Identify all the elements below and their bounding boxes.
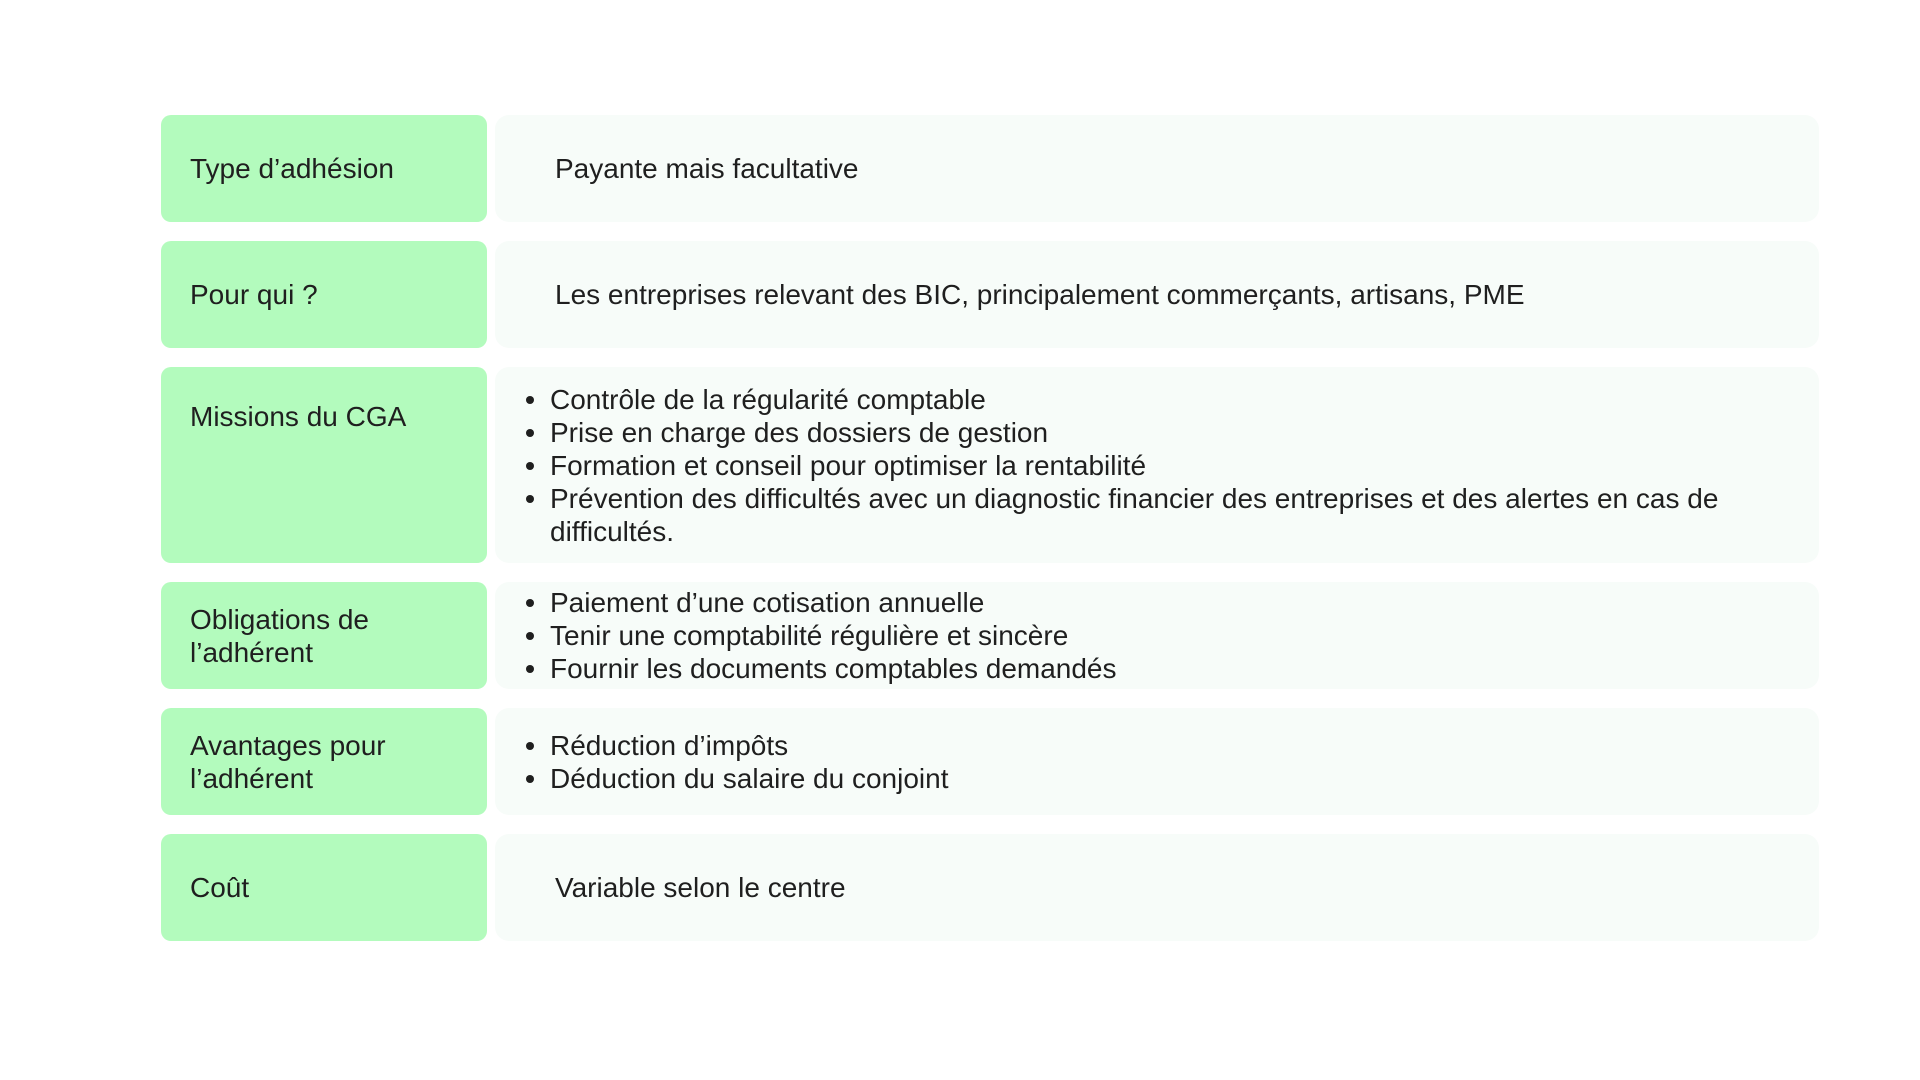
info-table — [161, 115, 1819, 960]
row-label: Obligations de l’adhérent — [161, 582, 487, 689]
row-label: Type d’adhésion — [161, 115, 487, 222]
row-pour-qui — [161, 241, 1819, 348]
list-item-text: Formation et conseil pour optimiser la rentabilité — [550, 449, 1147, 481]
row-value: Les entreprises relevant des BIC, principalement commerçants, artisans, PME — [495, 241, 1819, 348]
list-item-text: Fournir les documents comptables demandés — [550, 653, 1117, 684]
bullet-icon — [526, 429, 534, 437]
list-item-text: Réduction d’impôts — [550, 729, 789, 761]
list-item-text: Tenir une comptabilité régulière et sincère — [550, 620, 1069, 651]
row-missions — [161, 367, 1819, 563]
list-item-text: Prise en charge des dossiers de gestion — [550, 416, 1049, 448]
list-item — [550, 416, 1779, 449]
row-label: Coût — [161, 834, 487, 941]
bullet-icon — [526, 462, 534, 470]
list-item — [550, 762, 948, 795]
row-type-adhesion — [161, 115, 1819, 222]
row-value-list — [495, 708, 1819, 815]
bullet-icon — [526, 396, 534, 404]
bullet-icon — [526, 742, 534, 750]
list-item-text: Paiement d’une cotisation annuelle — [550, 587, 985, 618]
bullet-icon — [526, 599, 534, 607]
row-cout — [161, 834, 1819, 941]
bullet-icon — [526, 775, 534, 783]
row-value-list — [495, 367, 1819, 563]
row-value: Payante mais facultative — [495, 115, 1819, 222]
list-item — [550, 449, 1779, 482]
list-item-text: Prévention des difficultés avec un diagnostic financier des entreprises et des alertes en cas de difficultés. — [550, 482, 1719, 547]
row-label: Missions du CGA — [161, 367, 487, 563]
row-value: Variable selon le centre — [495, 834, 1819, 941]
list-item — [550, 729, 948, 762]
bullet-icon — [526, 632, 534, 640]
bullet-icon — [526, 665, 534, 673]
row-obligations — [161, 582, 1819, 689]
list-item — [550, 652, 1117, 685]
list-item-text: Contrôle de la régularité comptable — [550, 383, 986, 415]
row-value-list — [495, 582, 1819, 689]
list-item — [550, 586, 1117, 619]
bullet-icon — [526, 495, 534, 503]
row-avantages — [161, 708, 1819, 815]
bullet-list — [515, 729, 948, 795]
row-label: Avantages pour l’adhérent — [161, 708, 487, 815]
bullet-list — [515, 586, 1117, 685]
list-item-text: Déduction du salaire du conjoint — [550, 762, 949, 794]
list-item — [550, 482, 1779, 548]
list-item — [550, 383, 1779, 416]
row-label: Pour qui ? — [161, 241, 487, 348]
list-item — [550, 619, 1117, 652]
bullet-list — [515, 383, 1779, 548]
